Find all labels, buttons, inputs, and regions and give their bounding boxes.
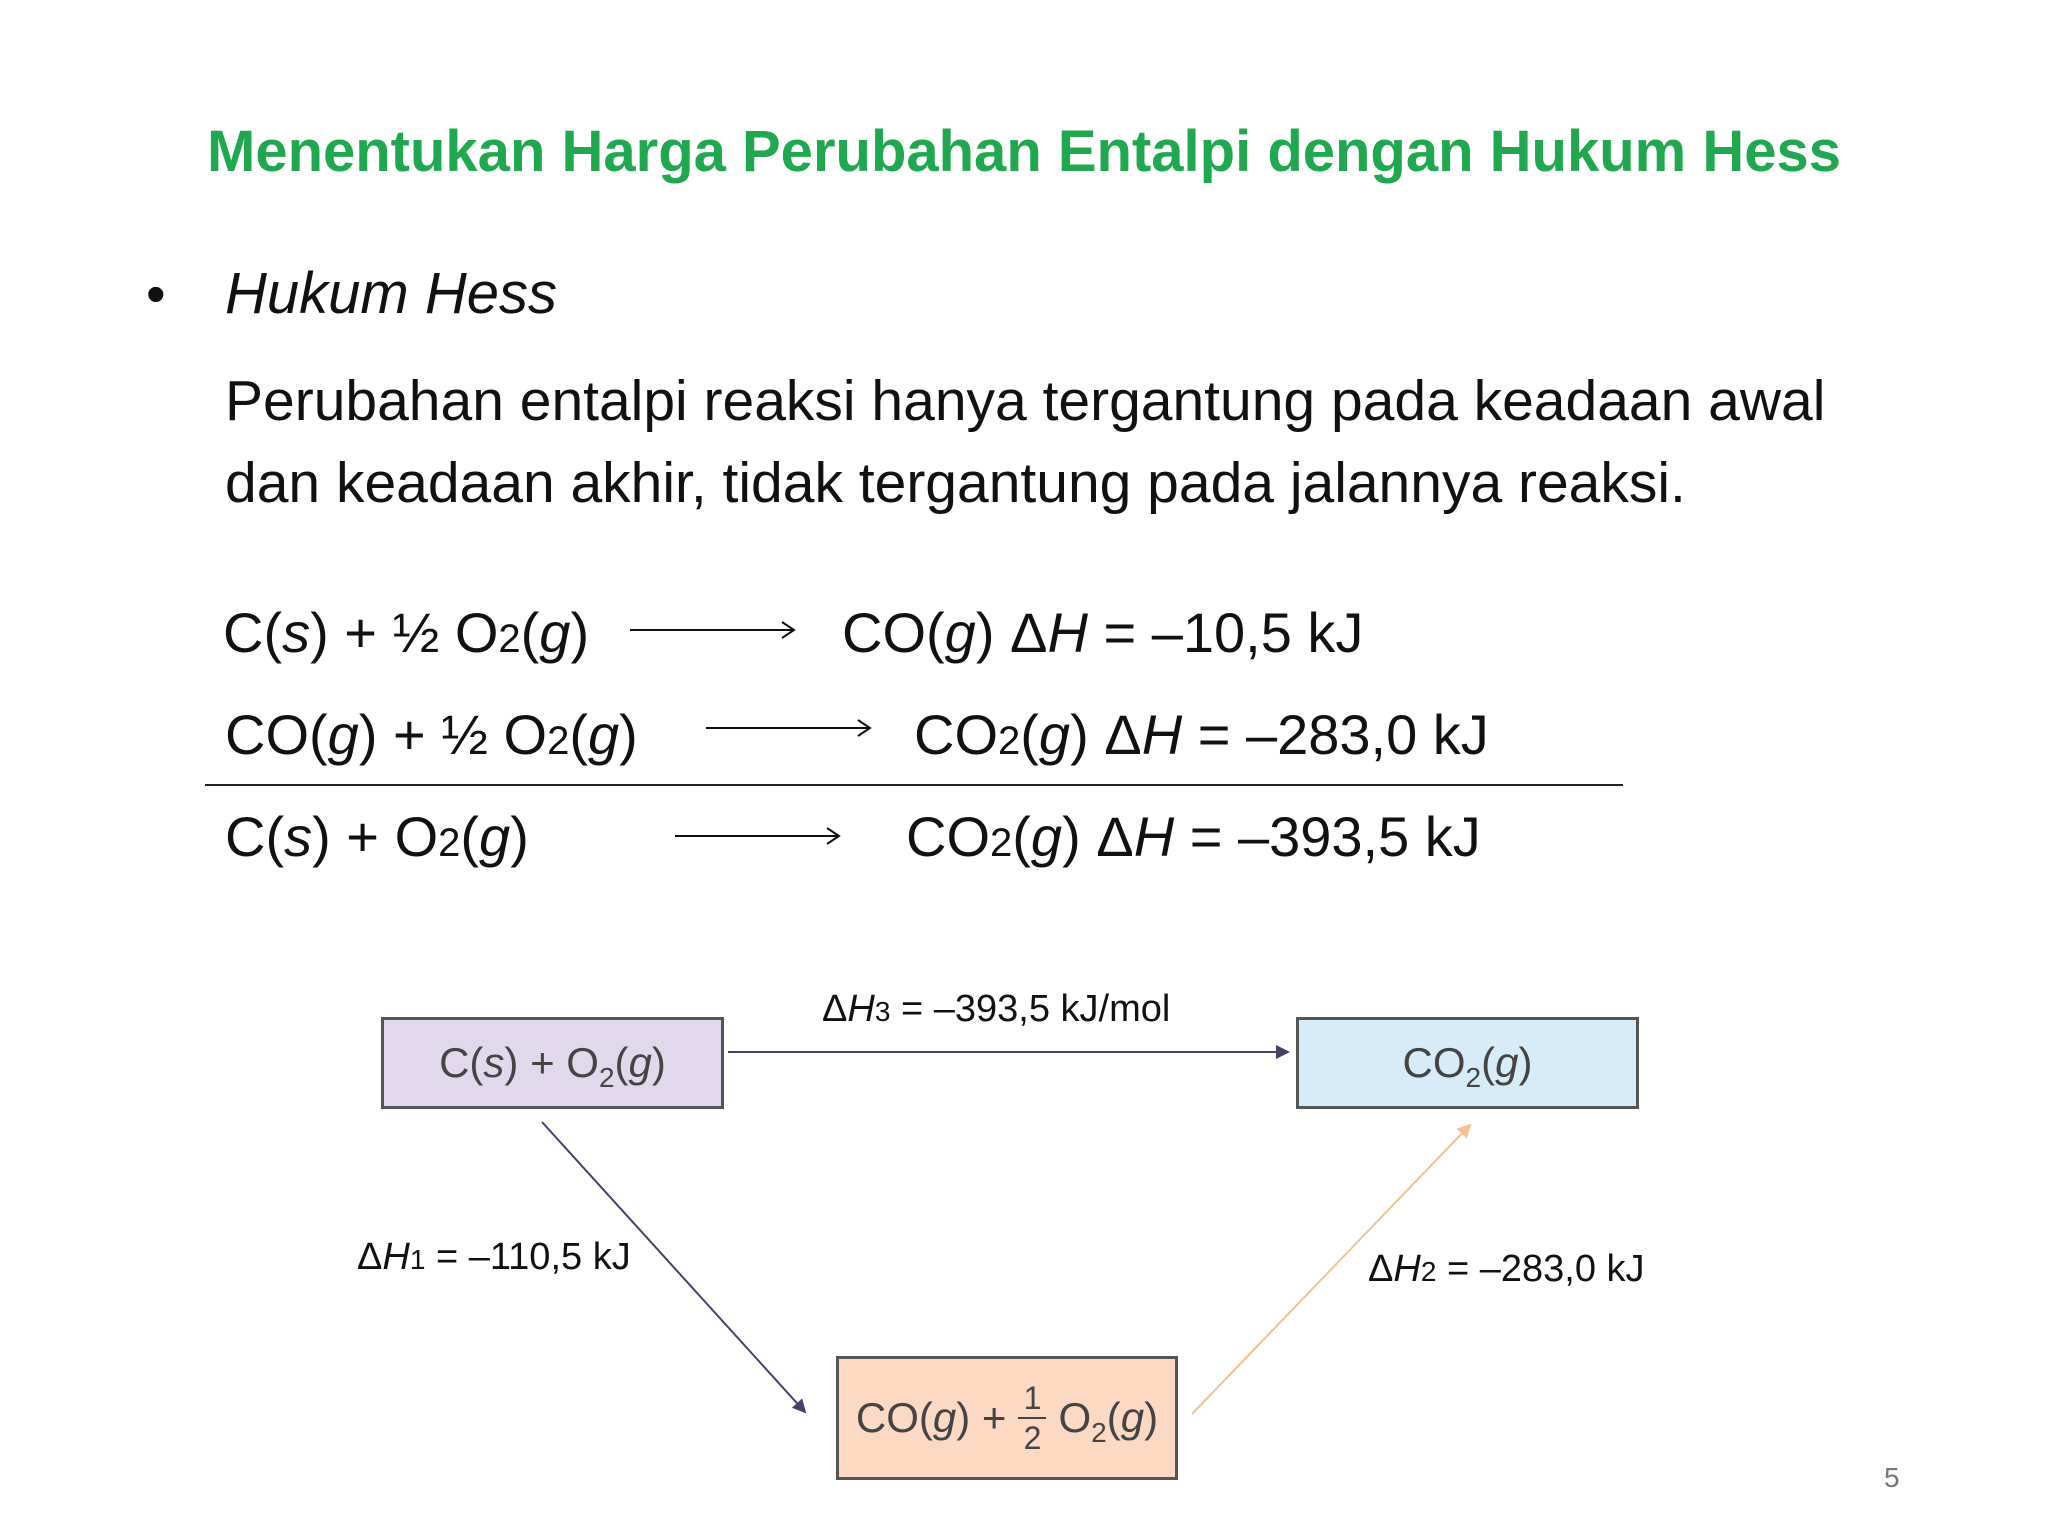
page-number: 5 <box>1884 1462 1900 1493</box>
state-box-product: $CO_2(g)$ <box>1296 1017 1639 1109</box>
bullet-point: • <box>146 262 166 325</box>
equation-1-product: CO(g) ΔH = –10,5 kJ <box>842 601 1364 664</box>
equation-2-reactants: CO(g) + ½ O2(g) <box>225 703 638 766</box>
equation-2-product: CO2(g) ΔH = –283,0 kJ <box>914 703 1489 766</box>
fraction-one-half: $\frac{1}{2}$ <box>1018 1381 1046 1455</box>
definition-line-2: dan keadaan akhir, tidak tergantung pada jalannya reaksi. <box>225 451 1686 515</box>
bullet-heading: Hukum Hess <box>225 261 557 326</box>
state-box-intermediate: CO(g) + $\frac{1}{2}$ $O_2(g)$ <box>836 1356 1178 1480</box>
equation-3-product: CO2(g) ΔH = –393,5 kJ <box>906 805 1481 868</box>
equation-3-reactants: C(s) + O2(g) <box>225 805 529 868</box>
label-delta-h3: ΔH3 = –393,5 kJ/mol <box>822 988 1171 1030</box>
label-delta-h2: ΔH2 = –283,0 kJ <box>1368 1248 1645 1290</box>
slide-title: Menentukan Harga Perubahan Entalpi dengan Hukum Hess <box>207 119 1841 184</box>
equation-1-reactants: C(s) + ½ O2(g) <box>223 601 590 664</box>
definition-line-1: Perubahan entalpi reaksi hanya tergantung pada keadaan awal <box>225 369 1826 433</box>
label-delta-h1: ΔH1 = –110,5 kJ <box>357 1236 631 1278</box>
state-box-reactants: $C(s) + O_2(g)$ <box>381 1017 724 1109</box>
